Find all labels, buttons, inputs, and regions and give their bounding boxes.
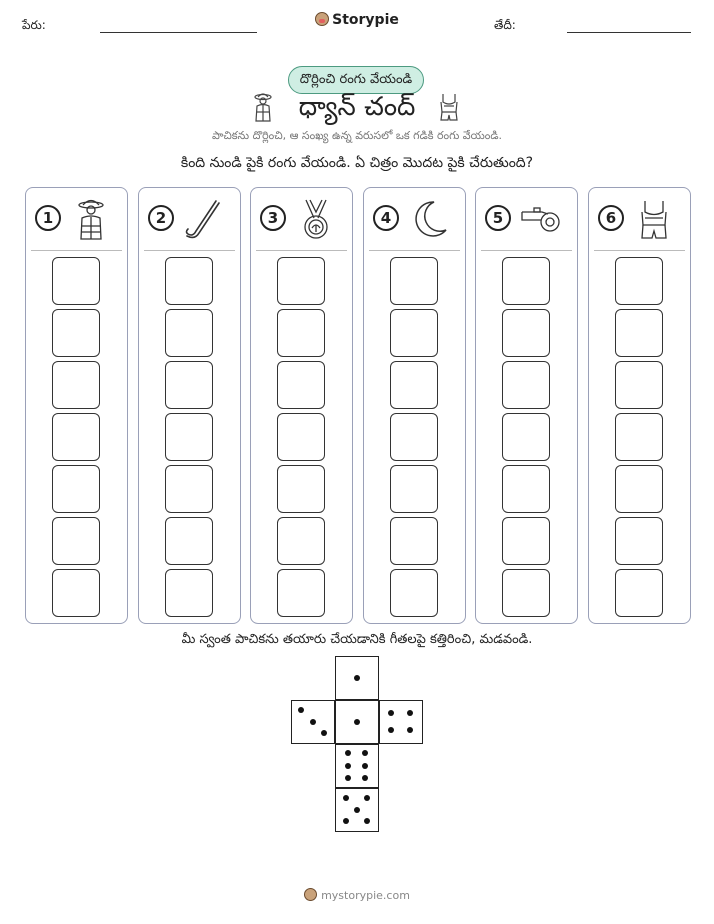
page-title: ధ్యాన్ చంద్ — [298, 92, 416, 122]
color-box[interactable] — [277, 569, 325, 617]
column-number: 4 — [373, 205, 399, 231]
color-box[interactable] — [502, 309, 550, 357]
color-box[interactable] — [390, 413, 438, 461]
color-box[interactable] — [52, 309, 100, 357]
color-box[interactable] — [390, 517, 438, 565]
color-box[interactable] — [615, 361, 663, 409]
column-number: 1 — [35, 205, 61, 231]
storypie-logo-icon — [304, 888, 317, 901]
die-face-3 — [291, 700, 335, 744]
footer — [0, 888, 714, 902]
color-box[interactable] — [615, 569, 663, 617]
color-box[interactable] — [52, 517, 100, 565]
column-number: 2 — [148, 205, 174, 231]
die-instruction: మీ స్వంత పాచికను తయారు చేయడానికి గీతలపై కత్తిరించి, మడవండి. — [181, 632, 533, 647]
crescent-moon-icon — [408, 198, 450, 240]
die-face-4 — [379, 700, 423, 744]
color-box[interactable] — [277, 257, 325, 305]
die-pip — [310, 719, 316, 725]
color-box[interactable] — [502, 413, 550, 461]
die-pip — [345, 750, 351, 756]
column-divider — [256, 250, 347, 251]
die-pip — [407, 710, 413, 716]
color-box[interactable] — [615, 517, 663, 565]
die-face-1 — [335, 700, 379, 744]
color-box[interactable] — [390, 257, 438, 305]
color-box[interactable] — [165, 465, 213, 513]
color-box[interactable] — [165, 361, 213, 409]
name-label: పేరు: — [22, 18, 46, 32]
color-box[interactable] — [615, 257, 663, 305]
color-box[interactable] — [165, 569, 213, 617]
column-divider — [481, 250, 572, 251]
whistle-icon — [520, 198, 562, 240]
die-pip — [343, 795, 349, 801]
color-box[interactable] — [165, 413, 213, 461]
color-box[interactable] — [277, 309, 325, 357]
column-number: 5 — [485, 205, 511, 231]
column-number: 3 — [260, 205, 286, 231]
instruction: కింది నుండి పైకి రంగు వేయండి. ఏ చిత్రం మొదట పైకి చేరుతుంది? — [180, 155, 534, 171]
color-box[interactable] — [52, 361, 100, 409]
color-box[interactable] — [390, 569, 438, 617]
color-box[interactable] — [52, 569, 100, 617]
date-line[interactable] — [567, 32, 691, 33]
die-face-5 — [335, 788, 379, 832]
die-pip — [364, 818, 370, 824]
color-box[interactable] — [277, 517, 325, 565]
column-number: 6 — [598, 205, 624, 231]
die-pip — [345, 763, 351, 769]
sports-jersey-icon — [633, 198, 675, 240]
storypie-logo-icon — [315, 12, 329, 26]
color-box[interactable] — [277, 361, 325, 409]
column-divider — [594, 250, 685, 251]
color-box[interactable] — [615, 465, 663, 513]
die-pip — [354, 807, 360, 813]
color-box[interactable] — [165, 517, 213, 565]
column-4 — [363, 187, 466, 624]
die-pip — [321, 730, 327, 736]
die-pip — [388, 727, 394, 733]
die-pip — [343, 818, 349, 824]
color-box[interactable] — [277, 413, 325, 461]
die-pip — [407, 727, 413, 733]
color-box[interactable] — [502, 465, 550, 513]
color-box[interactable] — [502, 361, 550, 409]
die-pip — [362, 775, 368, 781]
name-line[interactable] — [100, 32, 257, 33]
column-2 — [138, 187, 241, 624]
die-pip — [362, 750, 368, 756]
die-pip — [364, 795, 370, 801]
color-box[interactable] — [502, 569, 550, 617]
brand-logo — [0, 12, 714, 28]
die-pip — [362, 763, 368, 769]
die-pip — [345, 775, 351, 781]
medal-icon — [295, 198, 337, 240]
hockey-stick-icon — [183, 198, 225, 240]
column-1 — [25, 187, 128, 624]
color-box[interactable] — [165, 257, 213, 305]
die-face-1 — [335, 656, 379, 700]
date-label: తేదీ: — [494, 18, 516, 32]
column-divider — [369, 250, 460, 251]
color-box[interactable] — [277, 465, 325, 513]
color-box[interactable] — [52, 413, 100, 461]
die-pip — [354, 719, 360, 725]
die-pip — [388, 710, 394, 716]
color-box[interactable] — [502, 517, 550, 565]
column-divider — [31, 250, 122, 251]
color-box[interactable] — [615, 413, 663, 461]
color-box[interactable] — [52, 465, 100, 513]
die-face-6 — [335, 744, 379, 788]
subtitle: పాచికను దొర్లించి, ఆ సంఖ్య ఉన్న వరుసలో ఒక గడికి రంగు వేయండి. — [212, 129, 502, 142]
column-3 — [250, 187, 353, 624]
brand-name: Storypie — [332, 12, 399, 28]
color-box[interactable] — [390, 361, 438, 409]
footer-url[interactable]: mystorypie.com — [321, 889, 410, 902]
activity-tag: దొర్లించి రంగు వేయండి — [288, 66, 424, 94]
color-box[interactable] — [165, 309, 213, 357]
explorer-figure-icon — [70, 198, 112, 240]
color-box[interactable] — [502, 257, 550, 305]
column-6 — [588, 187, 691, 624]
die-pip — [354, 675, 360, 681]
color-box[interactable] — [615, 309, 663, 357]
color-box[interactable] — [52, 257, 100, 305]
column-5 — [475, 187, 578, 624]
color-box[interactable] — [390, 465, 438, 513]
color-box[interactable] — [390, 309, 438, 357]
sports-jersey-icon — [437, 92, 461, 122]
column-divider — [144, 250, 235, 251]
die-pip — [298, 707, 304, 713]
